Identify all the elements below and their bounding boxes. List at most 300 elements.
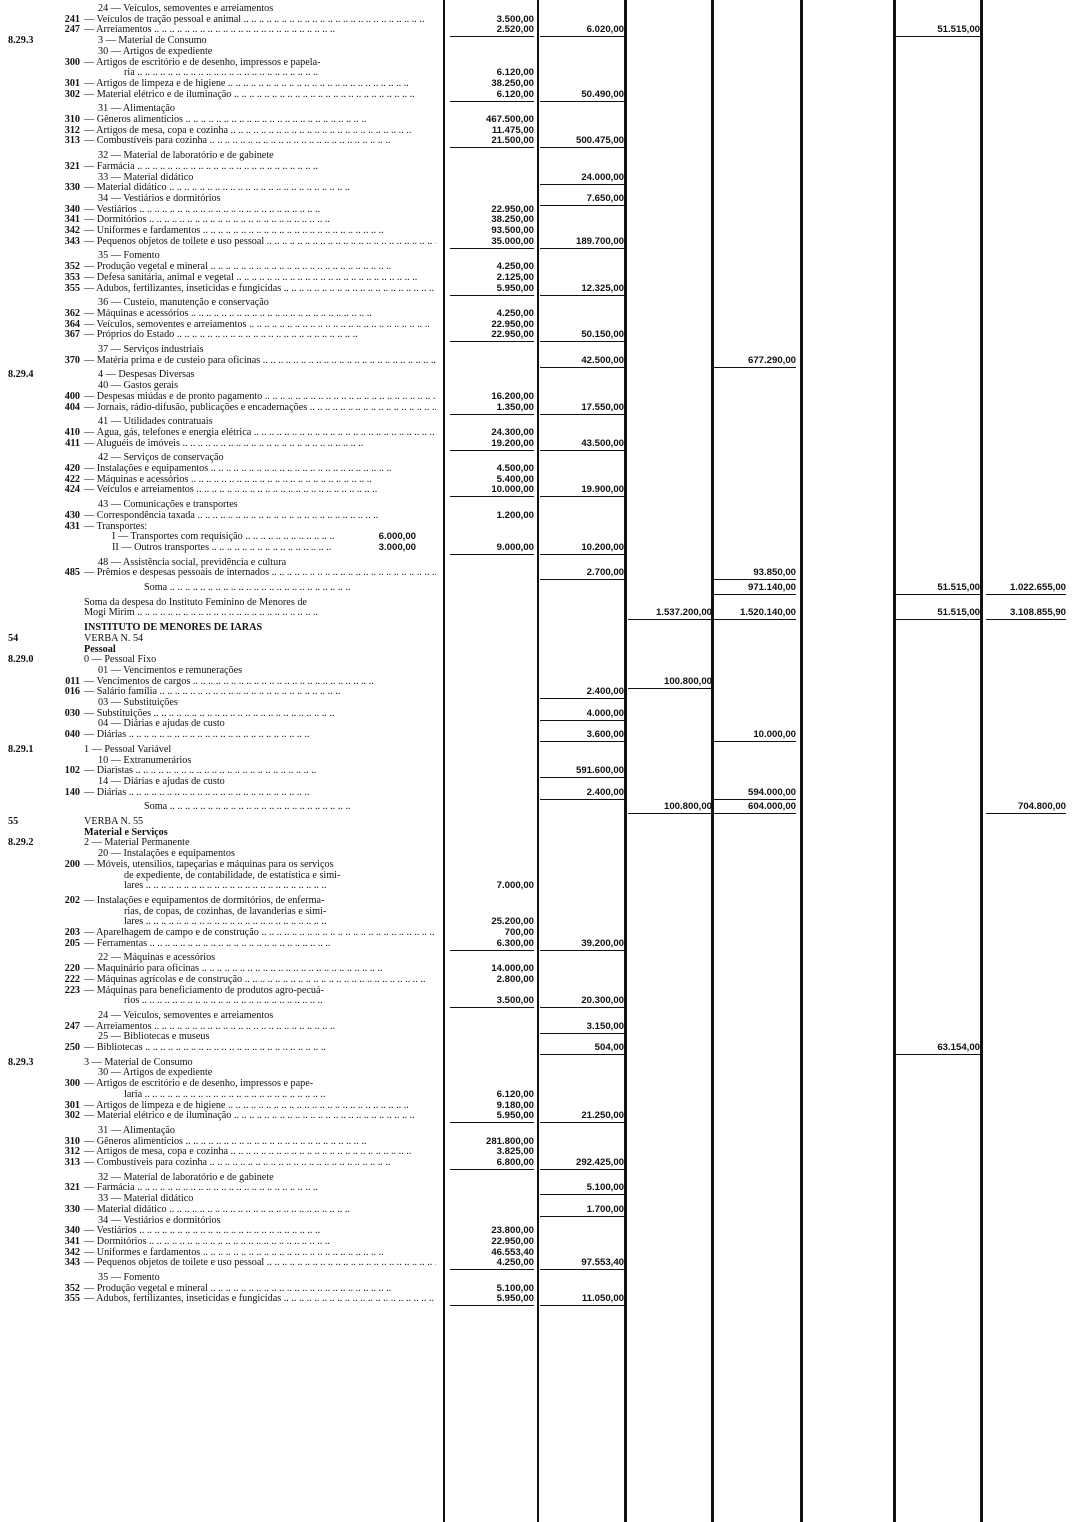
total-rule xyxy=(540,184,624,185)
amount-c1: 5.950,00 xyxy=(496,282,534,294)
item-label: 42 — Serviços de conservação xyxy=(98,452,224,464)
budget-row xyxy=(0,1042,1079,1053)
total-rule xyxy=(714,813,796,814)
item-label: 3 — Material de Consumo xyxy=(98,35,207,47)
item-label: — Artigos de escritório e de desenho, impressos e papela- xyxy=(84,56,321,68)
budget-row xyxy=(0,225,1079,236)
item-label: — Maquinário para oficinas .. .. xyxy=(84,963,436,974)
amount-c2: 504,00 xyxy=(594,1042,624,1053)
item-code: 341 xyxy=(64,214,80,226)
amount-c6: 51.515,00 xyxy=(937,582,980,593)
total-rule xyxy=(450,950,534,951)
amount-c2: 6.020,00 xyxy=(586,24,624,36)
budget-row xyxy=(0,329,1079,340)
item-label: 3 — Material de Consumo xyxy=(84,1056,193,1068)
item-label: — Ferramentas .. .. xyxy=(84,938,436,949)
budget-row xyxy=(0,510,1079,521)
amount-c2: 4.000,00 xyxy=(586,707,624,719)
section-number: 8.29.3 xyxy=(8,35,34,47)
amount-c2: 19.900,00 xyxy=(581,484,624,496)
item-label: — Combustíveis para cozinha .. .. xyxy=(84,1157,436,1168)
amount-c6: 51.515,00 xyxy=(937,24,980,36)
budget-row xyxy=(0,150,1079,161)
budget-row xyxy=(0,172,1079,183)
item-label: — Máquinas agrícolas e de construção .. .. xyxy=(84,974,436,985)
item-label: 32 — Material de laboratório e de gabinete xyxy=(98,150,274,162)
item-label: 34 — Vestiários e dormitórios xyxy=(98,192,221,204)
budget-row xyxy=(0,582,1079,593)
budget-row xyxy=(0,297,1079,308)
amount-c2: 2.700,00 xyxy=(586,567,624,579)
budget-row xyxy=(0,644,1079,655)
item-label: — Transportes: xyxy=(84,520,148,532)
item-label: — Água, gás, telefones e energia elétrica .. .. xyxy=(84,427,436,438)
total-rule xyxy=(628,688,712,689)
amount-c2: 2.400,00 xyxy=(586,786,624,798)
item-label: — Gêneros alimentícios .. .. xyxy=(84,1136,436,1147)
item-code: 424 xyxy=(64,484,80,496)
item-label: — Arreiamentos .. .. xyxy=(84,1021,436,1032)
amount-c2: 7.650,00 xyxy=(586,192,624,204)
item-label: Soma da despesa do Instituto Feminino de Menores de xyxy=(84,596,307,608)
total-rule xyxy=(540,248,624,249)
budget-row xyxy=(0,744,1079,755)
budget-row xyxy=(0,708,1079,719)
amount-c1: 16.200,00 xyxy=(491,390,534,402)
budget-row xyxy=(0,1182,1079,1193)
amount-c2: 20.300,00 xyxy=(581,995,624,1007)
amount-c4: 93.850,00 xyxy=(753,567,796,579)
budget-row xyxy=(0,114,1079,125)
budget-row xyxy=(0,1172,1079,1183)
item-label: — Artigos de mesa, copa e cozinha .. .. xyxy=(84,125,436,136)
total-rule xyxy=(540,205,624,206)
amount-c1: 23.800,00 xyxy=(491,1225,534,1237)
total-rule xyxy=(540,1216,624,1217)
budget-row xyxy=(0,499,1079,510)
item-label: — Veículos, semoventes e arreiamentos .. .. xyxy=(84,319,436,330)
amount-c1: 6.120,00 xyxy=(496,88,534,100)
item-label: lares .. .. xyxy=(124,916,436,927)
budget-row xyxy=(0,427,1079,438)
total-rule xyxy=(540,1194,624,1195)
total-rule xyxy=(540,101,624,102)
item-code: 300 xyxy=(64,1078,80,1090)
budget-row xyxy=(0,474,1079,485)
budget-row xyxy=(0,916,1079,927)
budget-row xyxy=(0,369,1079,380)
item-code: 223 xyxy=(64,984,80,996)
item-label: — Aparelhagem de campo e de construção .. .. xyxy=(84,927,436,938)
item-code: 310 xyxy=(64,1135,80,1147)
item-label: laria .. .. xyxy=(124,1089,436,1100)
total-rule xyxy=(450,1007,534,1008)
item-label: — Artigos de limpeza e de higiene .. .. xyxy=(84,78,436,89)
item-code: 431 xyxy=(64,520,80,532)
item-label: — Diárias .. .. xyxy=(84,729,436,740)
total-rule xyxy=(540,554,624,555)
item-label: 33 — Material didático xyxy=(98,171,194,183)
item-code: 364 xyxy=(64,318,80,330)
item-code: 340 xyxy=(64,203,80,215)
item-code: 301 xyxy=(64,77,80,89)
item-label: — Material didático .. .. xyxy=(84,182,436,193)
amount-c3: 1.537.200,00 xyxy=(655,607,712,619)
item-label: Mogi Mirim .. .. xyxy=(84,607,436,618)
amount-c6: 63.154,00 xyxy=(937,1042,980,1053)
total-rule xyxy=(714,579,796,580)
total-rule xyxy=(896,594,980,595)
total-rule xyxy=(540,450,624,451)
item-code: 485 xyxy=(64,567,80,579)
total-rule xyxy=(714,741,796,742)
amount-c1: 93.500,00 xyxy=(491,225,534,236)
item-code: 250 xyxy=(64,1042,80,1053)
budget-row xyxy=(0,686,1079,697)
item-label: — Diárias .. .. xyxy=(84,787,436,798)
total-rule xyxy=(540,1305,624,1306)
total-rule xyxy=(450,1122,534,1123)
budget-row xyxy=(0,729,1079,740)
amount-c2: 24.000,00 xyxy=(581,171,624,183)
total-rule xyxy=(986,594,1066,595)
amount-c2: 50.150,00 xyxy=(581,329,624,341)
section-number: 54 xyxy=(8,632,19,644)
item-code: 343 xyxy=(64,235,80,247)
amount-c2: 39.200,00 xyxy=(581,937,624,949)
total-rule xyxy=(540,698,624,699)
item-label: — Dormitórios .. .. xyxy=(84,214,436,225)
amount-c1: 5.950,00 xyxy=(496,1110,534,1122)
total-rule xyxy=(540,367,624,368)
budget-row xyxy=(0,665,1079,676)
amount-c1: 6.300,00 xyxy=(496,937,534,949)
amount-c1: 21.500,00 xyxy=(491,135,534,147)
item-label: INSTITUTO DE MENORES DE IARAS xyxy=(84,622,263,634)
budget-row xyxy=(0,1257,1079,1268)
budget-row xyxy=(0,827,1079,838)
budget-row xyxy=(0,895,1079,906)
budget-row xyxy=(0,1283,1079,1294)
budget-row xyxy=(0,801,1079,812)
budget-row xyxy=(0,938,1079,949)
amount-c4: 10.000,00 xyxy=(753,729,796,741)
item-label: — Pequenos objetos de toilete e uso pessoal .. .. xyxy=(84,1257,436,1268)
item-label: — Instalações e equipamentos .. .. xyxy=(84,463,436,474)
budget-row xyxy=(0,633,1079,644)
budget-row xyxy=(0,1136,1079,1147)
item-code: 340 xyxy=(64,1225,80,1237)
amount-c1: 700,00 xyxy=(504,927,534,938)
item-code: 400 xyxy=(64,390,80,402)
amount-c1: 1.350,00 xyxy=(496,401,534,413)
total-rule xyxy=(540,414,624,415)
budget-row xyxy=(0,1078,1079,1089)
item-label: 1 — Pessoal Variável xyxy=(84,743,172,755)
amount-c1: 22.950,00 xyxy=(491,1235,534,1247)
amount-c1: 1.200,00 xyxy=(496,509,534,521)
item-label: — Farmácia .. .. xyxy=(84,1182,436,1193)
section-number: 8.29.4 xyxy=(8,369,34,381)
item-label: — Vestiários .. .. xyxy=(84,204,436,215)
item-label: 48 — Assistência social, previdência e cultura xyxy=(98,556,287,568)
total-rule xyxy=(896,36,980,37)
budget-row xyxy=(0,135,1079,146)
total-rule xyxy=(986,813,1066,814)
item-code: 310 xyxy=(64,114,80,125)
item-label: — Arreiamentos .. .. xyxy=(84,24,436,35)
total-rule xyxy=(540,799,624,800)
amount-c1: 5.100,00 xyxy=(496,1282,534,1294)
item-label: — Vencimentos de cargos .. .. xyxy=(84,676,436,687)
amount-c1: 4.250,00 xyxy=(496,1257,534,1269)
item-code: 312 xyxy=(64,1146,80,1158)
budget-row xyxy=(0,557,1079,568)
total-rule xyxy=(714,799,796,800)
item-code: 352 xyxy=(64,261,80,273)
budget-row xyxy=(0,14,1079,25)
item-label: — Farmácia .. .. xyxy=(84,161,436,172)
total-rule xyxy=(540,496,624,497)
total-rule xyxy=(714,619,796,620)
amount-c1: 19.200,00 xyxy=(491,437,534,449)
budget-row xyxy=(0,1125,1079,1136)
item-code: 352 xyxy=(64,1282,80,1294)
amount-c2: 10.200,00 xyxy=(581,541,624,553)
amount-c1: 2.800,00 xyxy=(496,973,534,985)
amount-c1: 281.800,00 xyxy=(485,1135,534,1147)
budget-row xyxy=(0,103,1079,114)
budget-row xyxy=(0,438,1079,449)
budget-row xyxy=(0,1272,1079,1283)
budget-row xyxy=(0,78,1079,89)
item-label: Material e Serviços xyxy=(84,826,168,838)
item-label: 14 — Diárias e ajudas de custo xyxy=(98,775,225,787)
item-label: — Jornais, rádio-difusão, publicações e encadernações .. .. xyxy=(84,402,436,413)
budget-row xyxy=(0,985,1079,996)
item-code: 362 xyxy=(64,307,80,319)
item-code: 313 xyxy=(64,135,80,147)
item-code: 321 xyxy=(64,1182,80,1194)
total-rule xyxy=(450,341,534,342)
budget-row xyxy=(0,880,1079,891)
budget-row xyxy=(0,1247,1079,1258)
item-label: 31 — Alimentação xyxy=(98,103,175,115)
section-number: 8.29.0 xyxy=(8,654,34,666)
amount-c7: 3.108.855,90 xyxy=(1009,607,1066,619)
total-rule xyxy=(540,1033,624,1034)
item-code: 330 xyxy=(64,1203,80,1215)
amount-c1: 7.000,00 xyxy=(496,880,534,892)
total-rule xyxy=(714,594,796,595)
item-label: rias, de copas, de cozinhas, de lavanderias e simi- xyxy=(124,905,327,917)
item-label: 01 — Vencimentos e remunerações xyxy=(98,664,243,676)
item-label: de expediente, de contabilidade, de estatística e simi- xyxy=(124,869,341,881)
budget-row xyxy=(0,355,1079,366)
budget-row xyxy=(0,531,1079,542)
total-rule xyxy=(714,367,796,368)
item-label: 35 — Fomento xyxy=(98,1272,160,1283)
budget-row xyxy=(0,521,1079,532)
budget-row xyxy=(0,906,1079,917)
item-label: — Pequenos objetos de toilete e uso pessoal .. .. xyxy=(84,236,436,247)
item-label: VERBA N. 55 xyxy=(84,816,144,827)
item-code: 241 xyxy=(64,13,80,25)
amount-c1: 6.120,00 xyxy=(496,1088,534,1100)
budget-row xyxy=(0,542,1079,553)
item-label: — Matéria prima e de custeio para oficinas .. .. xyxy=(84,355,436,366)
total-rule xyxy=(450,101,534,102)
item-label: — Próprios do Estado .. .. xyxy=(84,329,436,340)
item-label: 24 — Veículos, semoventes e arreiamentos xyxy=(98,1009,274,1021)
budget-row xyxy=(0,1293,1079,1304)
item-label: — Instalações e equipamentos de dormitórios, de enferma- xyxy=(84,894,325,906)
item-label: rios .. .. xyxy=(124,995,436,1006)
item-label: 35 — Fomento xyxy=(98,250,160,262)
total-rule xyxy=(628,619,712,620)
total-rule xyxy=(540,295,624,296)
item-label: 30 — Artigos de expediente xyxy=(98,45,213,57)
budget-row xyxy=(0,848,1079,859)
amount-c1: 9.180,00 xyxy=(496,1099,534,1111)
amount-c0: 6.000,00 xyxy=(378,531,416,543)
budget-row xyxy=(0,765,1079,776)
item-label: — Artigos de mesa, copa e cozinha .. .. xyxy=(84,1146,436,1157)
amount-c1: 22.950,00 xyxy=(491,318,534,330)
amount-c2: 2.400,00 xyxy=(586,686,624,698)
item-code: 016 xyxy=(64,686,80,698)
amount-c1: 3.500,00 xyxy=(496,13,534,25)
budget-row xyxy=(0,1236,1079,1247)
total-rule xyxy=(540,1007,624,1008)
item-label: — Aluguéis de imóveis .. .. xyxy=(84,438,436,449)
item-code: 302 xyxy=(64,88,80,100)
amount-c2: 3.150,00 xyxy=(586,1020,624,1032)
item-label: 33 — Material didático xyxy=(98,1193,194,1205)
total-rule xyxy=(896,619,980,620)
amount-c1: 3.825,00 xyxy=(496,1146,534,1158)
budget-row xyxy=(0,272,1079,283)
item-label: I — Transportes com requisição .. .. xyxy=(112,531,334,542)
budget-row xyxy=(0,344,1079,355)
budget-row xyxy=(0,463,1079,474)
budget-row xyxy=(0,1057,1079,1068)
amount-c1: 35.000,00 xyxy=(491,235,534,247)
amount-c1: 14.000,00 xyxy=(491,963,534,975)
total-rule xyxy=(540,777,624,778)
item-label: — Adubos, fertilizantes, inseticidas e fungicidas .. .. xyxy=(84,283,436,294)
budget-row xyxy=(0,755,1079,766)
amount-c1: 5.950,00 xyxy=(496,1293,534,1305)
item-code: 321 xyxy=(64,160,80,172)
item-code: 205 xyxy=(64,937,80,949)
amount-c1: 2.125,00 xyxy=(496,271,534,283)
amount-c2: 591.600,00 xyxy=(575,765,624,777)
item-label: 25 — Bibliotecas e museus xyxy=(98,1031,210,1043)
amount-c1: 4.250,00 xyxy=(496,261,534,273)
budget-row xyxy=(0,214,1079,225)
item-label: 22 — Máquinas e acessórios xyxy=(98,952,216,964)
item-code: 040 xyxy=(64,729,80,741)
item-code: 404 xyxy=(64,401,80,413)
budget-row xyxy=(0,837,1079,848)
item-label: — Uniformes e fardamentos .. .. xyxy=(84,225,436,236)
budget-row xyxy=(0,57,1079,68)
amount-c2: 17.550,00 xyxy=(581,401,624,413)
budget-row xyxy=(0,787,1079,798)
amount-c1: 10.000,00 xyxy=(491,484,534,496)
amount-c1: 25.200,00 xyxy=(491,916,534,928)
item-code: 355 xyxy=(64,282,80,294)
amount-c2: 12.325,00 xyxy=(581,282,624,294)
item-code: 355 xyxy=(64,1293,80,1305)
budget-row xyxy=(0,3,1079,14)
item-label: — Dormitórios .. .. xyxy=(84,1236,436,1247)
budget-row xyxy=(0,1089,1079,1100)
item-code: 410 xyxy=(64,426,80,438)
total-rule xyxy=(540,579,624,580)
item-label: — Material elétrico e de iluminação .. .. xyxy=(84,89,436,100)
item-code: 222 xyxy=(64,973,80,985)
item-code: 220 xyxy=(64,963,80,975)
budget-row xyxy=(0,125,1079,136)
amount-c4: 677.290,00 xyxy=(747,354,796,366)
budget-row xyxy=(0,283,1079,294)
item-code: 312 xyxy=(64,124,80,136)
budget-row xyxy=(0,622,1079,633)
budget-row xyxy=(0,89,1079,100)
budget-row xyxy=(0,402,1079,413)
total-rule xyxy=(450,414,534,415)
item-code: 200 xyxy=(64,858,80,870)
item-label: — Salário família .. .. xyxy=(84,686,436,697)
budget-row xyxy=(0,261,1079,272)
amount-c1: 5.400,00 xyxy=(496,473,534,485)
item-label: 2 — Material Permanente xyxy=(84,837,190,849)
total-rule xyxy=(450,248,534,249)
budget-row xyxy=(0,193,1079,204)
total-rule xyxy=(450,147,534,148)
item-label: — Despesas miúdas e de pronto pagamento .. .. xyxy=(84,391,436,402)
budget-row xyxy=(0,161,1079,172)
total-rule xyxy=(540,1054,624,1055)
item-code: 203 xyxy=(64,927,80,938)
amount-c2: 5.100,00 xyxy=(586,1182,624,1194)
item-label: Soma .. .. xyxy=(144,582,436,593)
amount-c1: 467.500,00 xyxy=(485,114,534,125)
budget-row xyxy=(0,1204,1079,1215)
budget-row xyxy=(0,67,1079,78)
amount-c1: 38.250,00 xyxy=(491,214,534,226)
item-code: 102 xyxy=(64,765,80,777)
item-label: VERBA N. 54 xyxy=(84,632,144,644)
budget-row xyxy=(0,859,1079,870)
item-label: II — Outros transportes .. .. xyxy=(112,542,334,553)
budget-row xyxy=(0,952,1079,963)
total-rule xyxy=(986,619,1066,620)
item-code: 342 xyxy=(64,1246,80,1258)
amount-c1: 46.553,40 xyxy=(491,1246,534,1258)
amount-c2: 500.475,00 xyxy=(575,135,624,147)
item-code: 342 xyxy=(64,225,80,236)
amount-c2: 50.490,00 xyxy=(581,88,624,100)
amount-c2: 3.600,00 xyxy=(586,729,624,741)
budget-row xyxy=(0,1067,1079,1078)
total-rule xyxy=(450,295,534,296)
amount-c1: 2.520,00 xyxy=(496,24,534,36)
amount-c1: 3.500,00 xyxy=(496,995,534,1007)
amount-c7: 1.022.655,00 xyxy=(1009,582,1066,593)
